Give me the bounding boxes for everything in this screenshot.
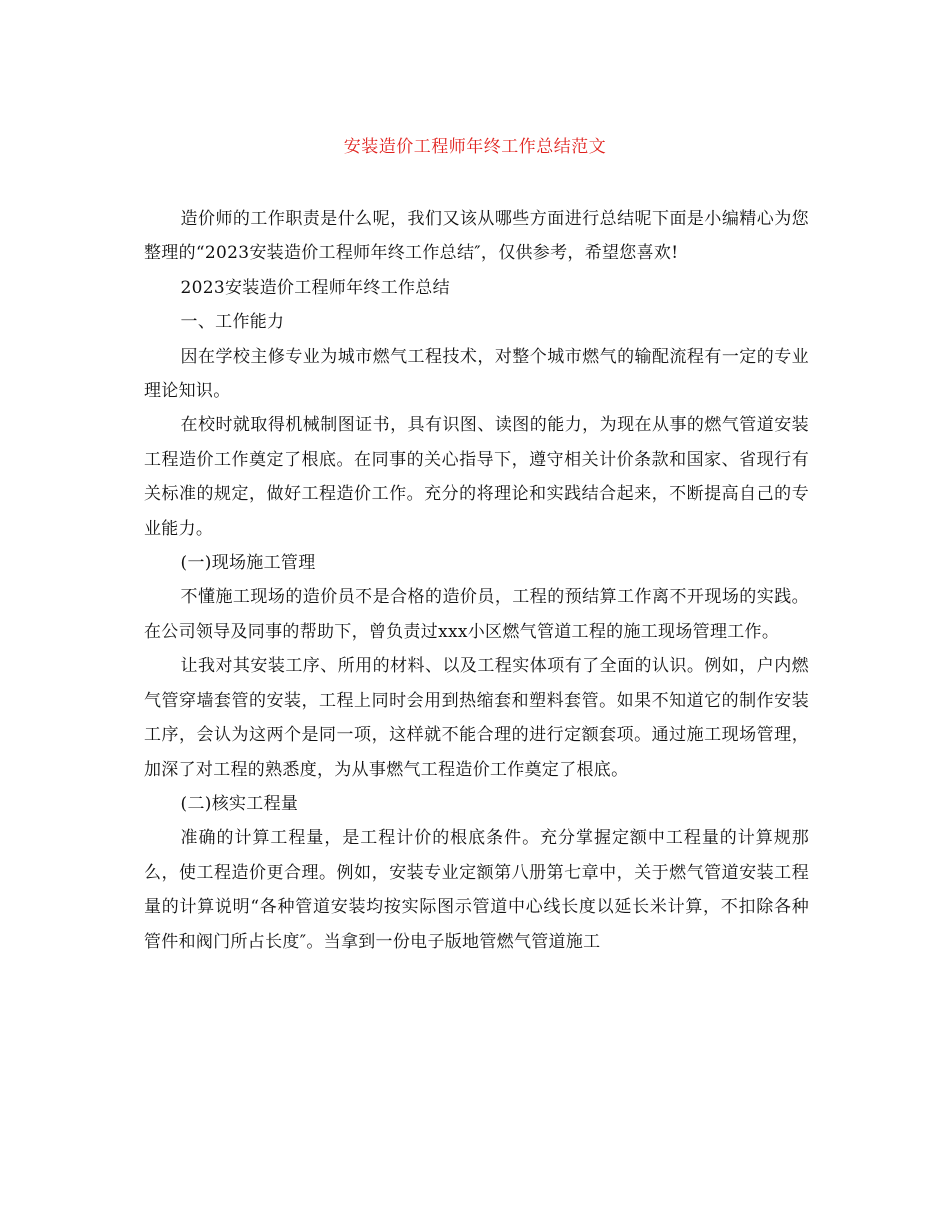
document-body (144, 202, 809, 959)
paragraph: 因在学校主修专业为城市燃气工程技术，对整个城市燃气的输配流程有一定的专业理论知识。 (144, 346, 809, 402)
paragraph: 准确的计算工程量，是工程计价的根底条件。充分掌握定额中工程量的计算规那么，使工程造价更合理。例如，安装专业定额第八册第七章中，关于燃气管道安装工程量的计算说明“各种管道安装均按实际图示管道中心线长度以延长米计算，不扣除各种管件和阀门所占长度″。当拿到一份电子版地管燃气管道施工 (144, 828, 809, 952)
paragraph: 不懂施工现场的造价员不是合格的造价员，工程的预结算工作离不开现场的实践。在公司领导及同事的帮助下，曾负责过xxx小区燃气管道工程的施工现场管理工作。 (144, 587, 809, 642)
paragraph: 让我对其安装工序、所用的材料、以及工程实体项有了全面的认识。例如，户内燃气管穿墙套管的安装，工程上同时会用到热缩套和塑料套管。如果不知道它的制作安装工序，会认为这两个是同一项，这样就不能合理的进行定额套项。通过施工现场管理，加深了对工程的熟悉度，为从事燃气工程造价工作奠定了根底。 (144, 656, 809, 780)
document-title: 安装造价工程师年终工作总结范文 (343, 137, 607, 157)
paragraph-intro: 造价师的工作职责是什么呢，我们又该从哪些方面进行总结呢下面是小编精心为您整理的“2023安装造价工程师年终工作总结″，仅供参考，希望您喜欢! (144, 209, 809, 264)
subsection-heading-site-management: (一)现场施工管理 (180, 553, 316, 574)
subsection-heading-verify-quantities: (二)核实工程量 (180, 793, 299, 814)
paragraph: 在校时就取得机械制图证书，具有识图、读图的能力，为现在从事的燃气管道安装工程造价工作奠定了根底。在同事的关心指导下，遵守相关计价条款和国家、省现行有关标准的规定，做好工程造价工作。充分的将理论和实践结合起来，不断提高自己的专业能力。 (144, 415, 809, 539)
section-heading-work-ability: 一、工作能力 (180, 312, 285, 333)
paragraph-subtitle: 2023安装造价工程师年终工作总结 (180, 277, 450, 298)
